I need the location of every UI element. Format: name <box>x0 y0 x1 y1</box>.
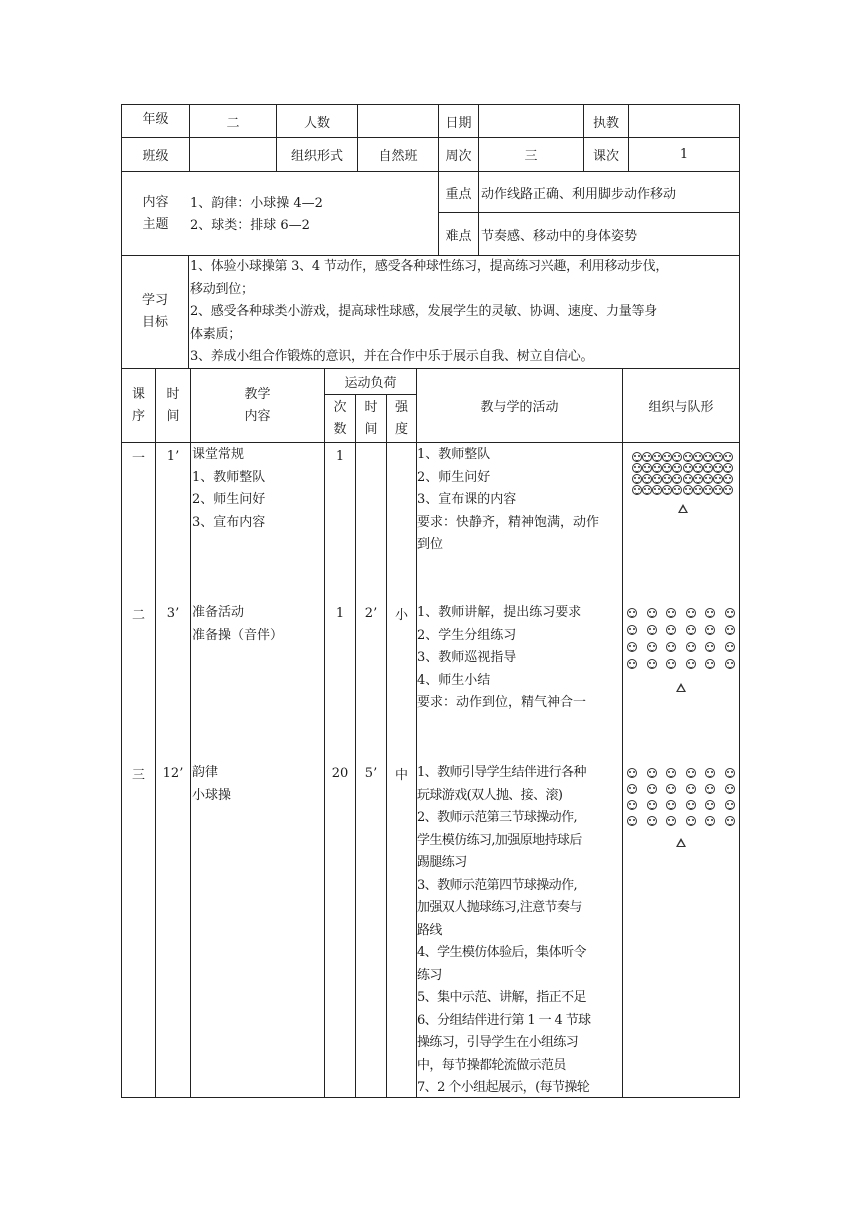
smiley-icon <box>693 452 703 462</box>
smiley-icon <box>632 463 642 473</box>
lesson-label: 课次 <box>592 149 619 164</box>
smiley-icon <box>647 768 657 778</box>
th-activities: 教与学的活动 <box>480 400 559 415</box>
smiley-icon <box>725 768 735 778</box>
smiley-icon <box>725 642 735 652</box>
smiley-icon <box>723 452 733 462</box>
difficulty-label: 难点 <box>445 228 472 244</box>
smiley-icon <box>627 800 637 810</box>
organization-value: 自然班 <box>378 149 418 164</box>
smiley-icon <box>632 485 642 495</box>
smiley-icon <box>666 784 676 794</box>
smiley-icon <box>723 485 733 495</box>
section-1-repetitions: 1 <box>335 448 345 464</box>
smiley-icon <box>686 642 696 652</box>
smiley-icon <box>647 784 657 794</box>
smiley-icon <box>693 485 703 495</box>
smiley-icon <box>686 625 696 635</box>
th-time: 时 间 <box>166 386 180 424</box>
smiley-icon <box>723 474 733 484</box>
section-2-time: 3’ <box>166 605 180 621</box>
smiley-icon <box>693 474 703 484</box>
smiley-icon <box>666 659 676 669</box>
smiley-icon <box>647 608 657 618</box>
th-intensity: 强 度 <box>394 399 408 437</box>
smiley-icon <box>642 452 652 462</box>
th-teaching-content: 教学 内容 <box>244 386 271 424</box>
smiley-icon <box>642 474 652 484</box>
organization-label: 组织形式 <box>290 149 343 164</box>
date-value <box>479 105 583 137</box>
smiley-icon <box>686 768 696 778</box>
smiley-icon <box>683 474 693 484</box>
class-value <box>190 138 276 171</box>
smiley-icon <box>652 463 662 473</box>
smiley-icon <box>683 485 693 495</box>
smiley-icon <box>662 474 672 484</box>
smiley-icon <box>647 625 657 635</box>
smiley-icon <box>662 463 672 473</box>
smiley-icon <box>725 659 735 669</box>
smiley-icon <box>627 816 637 826</box>
th-exercise-load: 运动负荷 <box>344 376 397 391</box>
section-1-seq: 一 <box>131 450 145 466</box>
section-3-duration: 5’ <box>364 765 378 781</box>
smiley-icon <box>705 800 715 810</box>
section-3-activities: 1、教师引导学生结伴进行各种 玩球游戏(双人抛、接、滚) 2、教师示范第三节球操动作, 学生模仿练习,加强原地持球后 踢腿练习 3、教师示范第四节球操动作, 加强双人抛球练习,注意节奏与 路线 4、学生模仿体验后，集体听令 练习 5、集中示范、讲解，指正不足 6、分组结伴进行第 1 一 4 节球 操练习，引导学生在小组练习 中，每节操都轮流做示范员 7、2 个小组起展示，(每节操轮 <box>417 765 591 1095</box>
section-1-time: 1’ <box>166 448 180 464</box>
smiley-icon <box>666 816 676 826</box>
smiley-icon <box>693 463 703 473</box>
section-3-time: 12’ <box>162 765 184 781</box>
section-1-activities: 1、教师整队 2、师生问好 3、宣布课的内容 要求：快静齐，精神饱满，动作 到位 <box>417 447 600 552</box>
section-2-activities: 1、教师讲解，提出练习要求 2、学生分组练习 3、教师巡视指导 4、师生小结 要求：动作到位，精气神合一 <box>417 605 587 710</box>
date-label: 日期 <box>445 115 472 131</box>
smiley-icon <box>647 816 657 826</box>
smiley-icon <box>627 608 637 618</box>
smiley-icon <box>642 485 652 495</box>
lesson-value: 1 <box>679 147 689 162</box>
smiley-icon <box>647 800 657 810</box>
smiley-icon <box>725 816 735 826</box>
smiley-icon <box>705 625 715 635</box>
smiley-icon <box>672 485 682 495</box>
smiley-icon <box>703 474 713 484</box>
th-repetitions: 次 数 <box>333 399 347 437</box>
smiley-icon <box>725 625 735 635</box>
section-3-intensity: 中 <box>394 767 408 783</box>
smiley-icon <box>666 642 676 652</box>
smiley-icon <box>713 474 723 484</box>
smiley-icon <box>713 452 723 462</box>
smiley-icon <box>713 485 723 495</box>
section-2-content: 准备活动 准备操（音伴） <box>192 605 284 643</box>
student-count-label: 人数 <box>303 115 330 131</box>
smiley-icon <box>642 463 652 473</box>
section-2-intensity: 小 <box>394 607 408 623</box>
th-formation: 组织与队形 <box>648 400 714 415</box>
smiley-icon <box>686 800 696 810</box>
key-point-label: 重点 <box>445 186 472 202</box>
smiley-icon <box>632 452 642 462</box>
section-3-formation <box>627 768 735 847</box>
key-point-value: 动作线路正确、利用脚步动作移动 <box>481 186 677 202</box>
learning-goals-text: 1、体验小球操第 3、4 节动作，感受各种球性练习，提高练习兴趣，利用移动步伐， 移动到位； 2、感受各种球类小游戏，提高球性球感，发展学生的灵敏、协调、速度、力量等身 体素质； 3、养成小组合作锻炼的意识，并在合作中乐于展示自我、树立自信心。 <box>190 259 669 364</box>
smiley-icon <box>672 463 682 473</box>
smiley-icon <box>666 768 676 778</box>
section-2-duration: 2’ <box>364 605 378 621</box>
smiley-icon <box>703 452 713 462</box>
smiley-icon <box>627 659 637 669</box>
teacher-label: 执教 <box>592 115 619 131</box>
smiley-icon <box>723 463 733 473</box>
smiley-icon <box>703 485 713 495</box>
smiley-icon <box>652 485 662 495</box>
smiley-icon <box>627 768 637 778</box>
section-2-repetitions: 1 <box>335 605 345 621</box>
smiley-icon <box>627 642 637 652</box>
smiley-icon <box>705 816 715 826</box>
triangle-icon <box>676 838 686 847</box>
smiley-icon <box>686 816 696 826</box>
smiley-icon <box>652 474 662 484</box>
section-1-formation <box>632 452 733 513</box>
smiley-icon <box>705 642 715 652</box>
smiley-icon <box>683 463 693 473</box>
smiley-icon <box>686 608 696 618</box>
smiley-icon <box>686 784 696 794</box>
section-3-seq: 三 <box>131 767 145 783</box>
week-value: 三 <box>524 149 538 164</box>
smiley-icon <box>666 625 676 635</box>
smiley-icon <box>672 474 682 484</box>
smiley-icon <box>652 452 662 462</box>
section-2-formation <box>627 608 735 692</box>
smiley-icon <box>683 452 693 462</box>
smiley-icon <box>705 659 715 669</box>
smiley-icon <box>686 659 696 669</box>
grade-label: 年级 <box>142 111 169 127</box>
smiley-icon <box>662 485 672 495</box>
student-count-value <box>358 105 438 137</box>
content-theme-items: 1、韵律：小球操 4—2 2、球类：排球 6—2 <box>190 195 323 233</box>
teacher-value <box>629 105 739 137</box>
smiley-icon <box>703 463 713 473</box>
smiley-icon <box>627 784 637 794</box>
triangle-icon <box>676 683 686 692</box>
smiley-icon <box>666 800 676 810</box>
smiley-icon <box>725 800 735 810</box>
smiley-icon <box>705 784 715 794</box>
smiley-icon <box>672 452 682 462</box>
content-theme-label: 内容 主题 <box>142 194 169 232</box>
triangle-icon <box>678 504 688 513</box>
smiley-icon <box>632 474 642 484</box>
week-label: 周次 <box>445 149 472 164</box>
th-sequence: 课 序 <box>131 386 145 424</box>
smiley-icon <box>725 784 735 794</box>
smiley-icon <box>647 642 657 652</box>
smiley-icon <box>705 768 715 778</box>
smiley-icon <box>627 625 637 635</box>
difficulty-value: 节奏感、移动中的身体姿势 <box>481 228 638 244</box>
th-duration: 时 间 <box>364 399 378 437</box>
smiley-icon <box>705 608 715 618</box>
section-2-seq: 二 <box>131 607 145 623</box>
smiley-icon <box>666 608 676 618</box>
grade-value: 二 <box>226 115 240 131</box>
smiley-icon <box>713 463 723 473</box>
learning-goals-label: 学习 目标 <box>141 293 168 330</box>
smiley-icon <box>662 452 672 462</box>
smiley-icon <box>647 659 657 669</box>
section-3-content: 韵律 小球操 <box>192 765 232 803</box>
smiley-icon <box>725 608 735 618</box>
class-label: 班级 <box>142 149 169 164</box>
section-1-content: 课堂常规 1、教师整队 2、师生问好 3、宣布内容 <box>192 447 266 530</box>
section-3-repetitions: 20 <box>331 765 349 781</box>
